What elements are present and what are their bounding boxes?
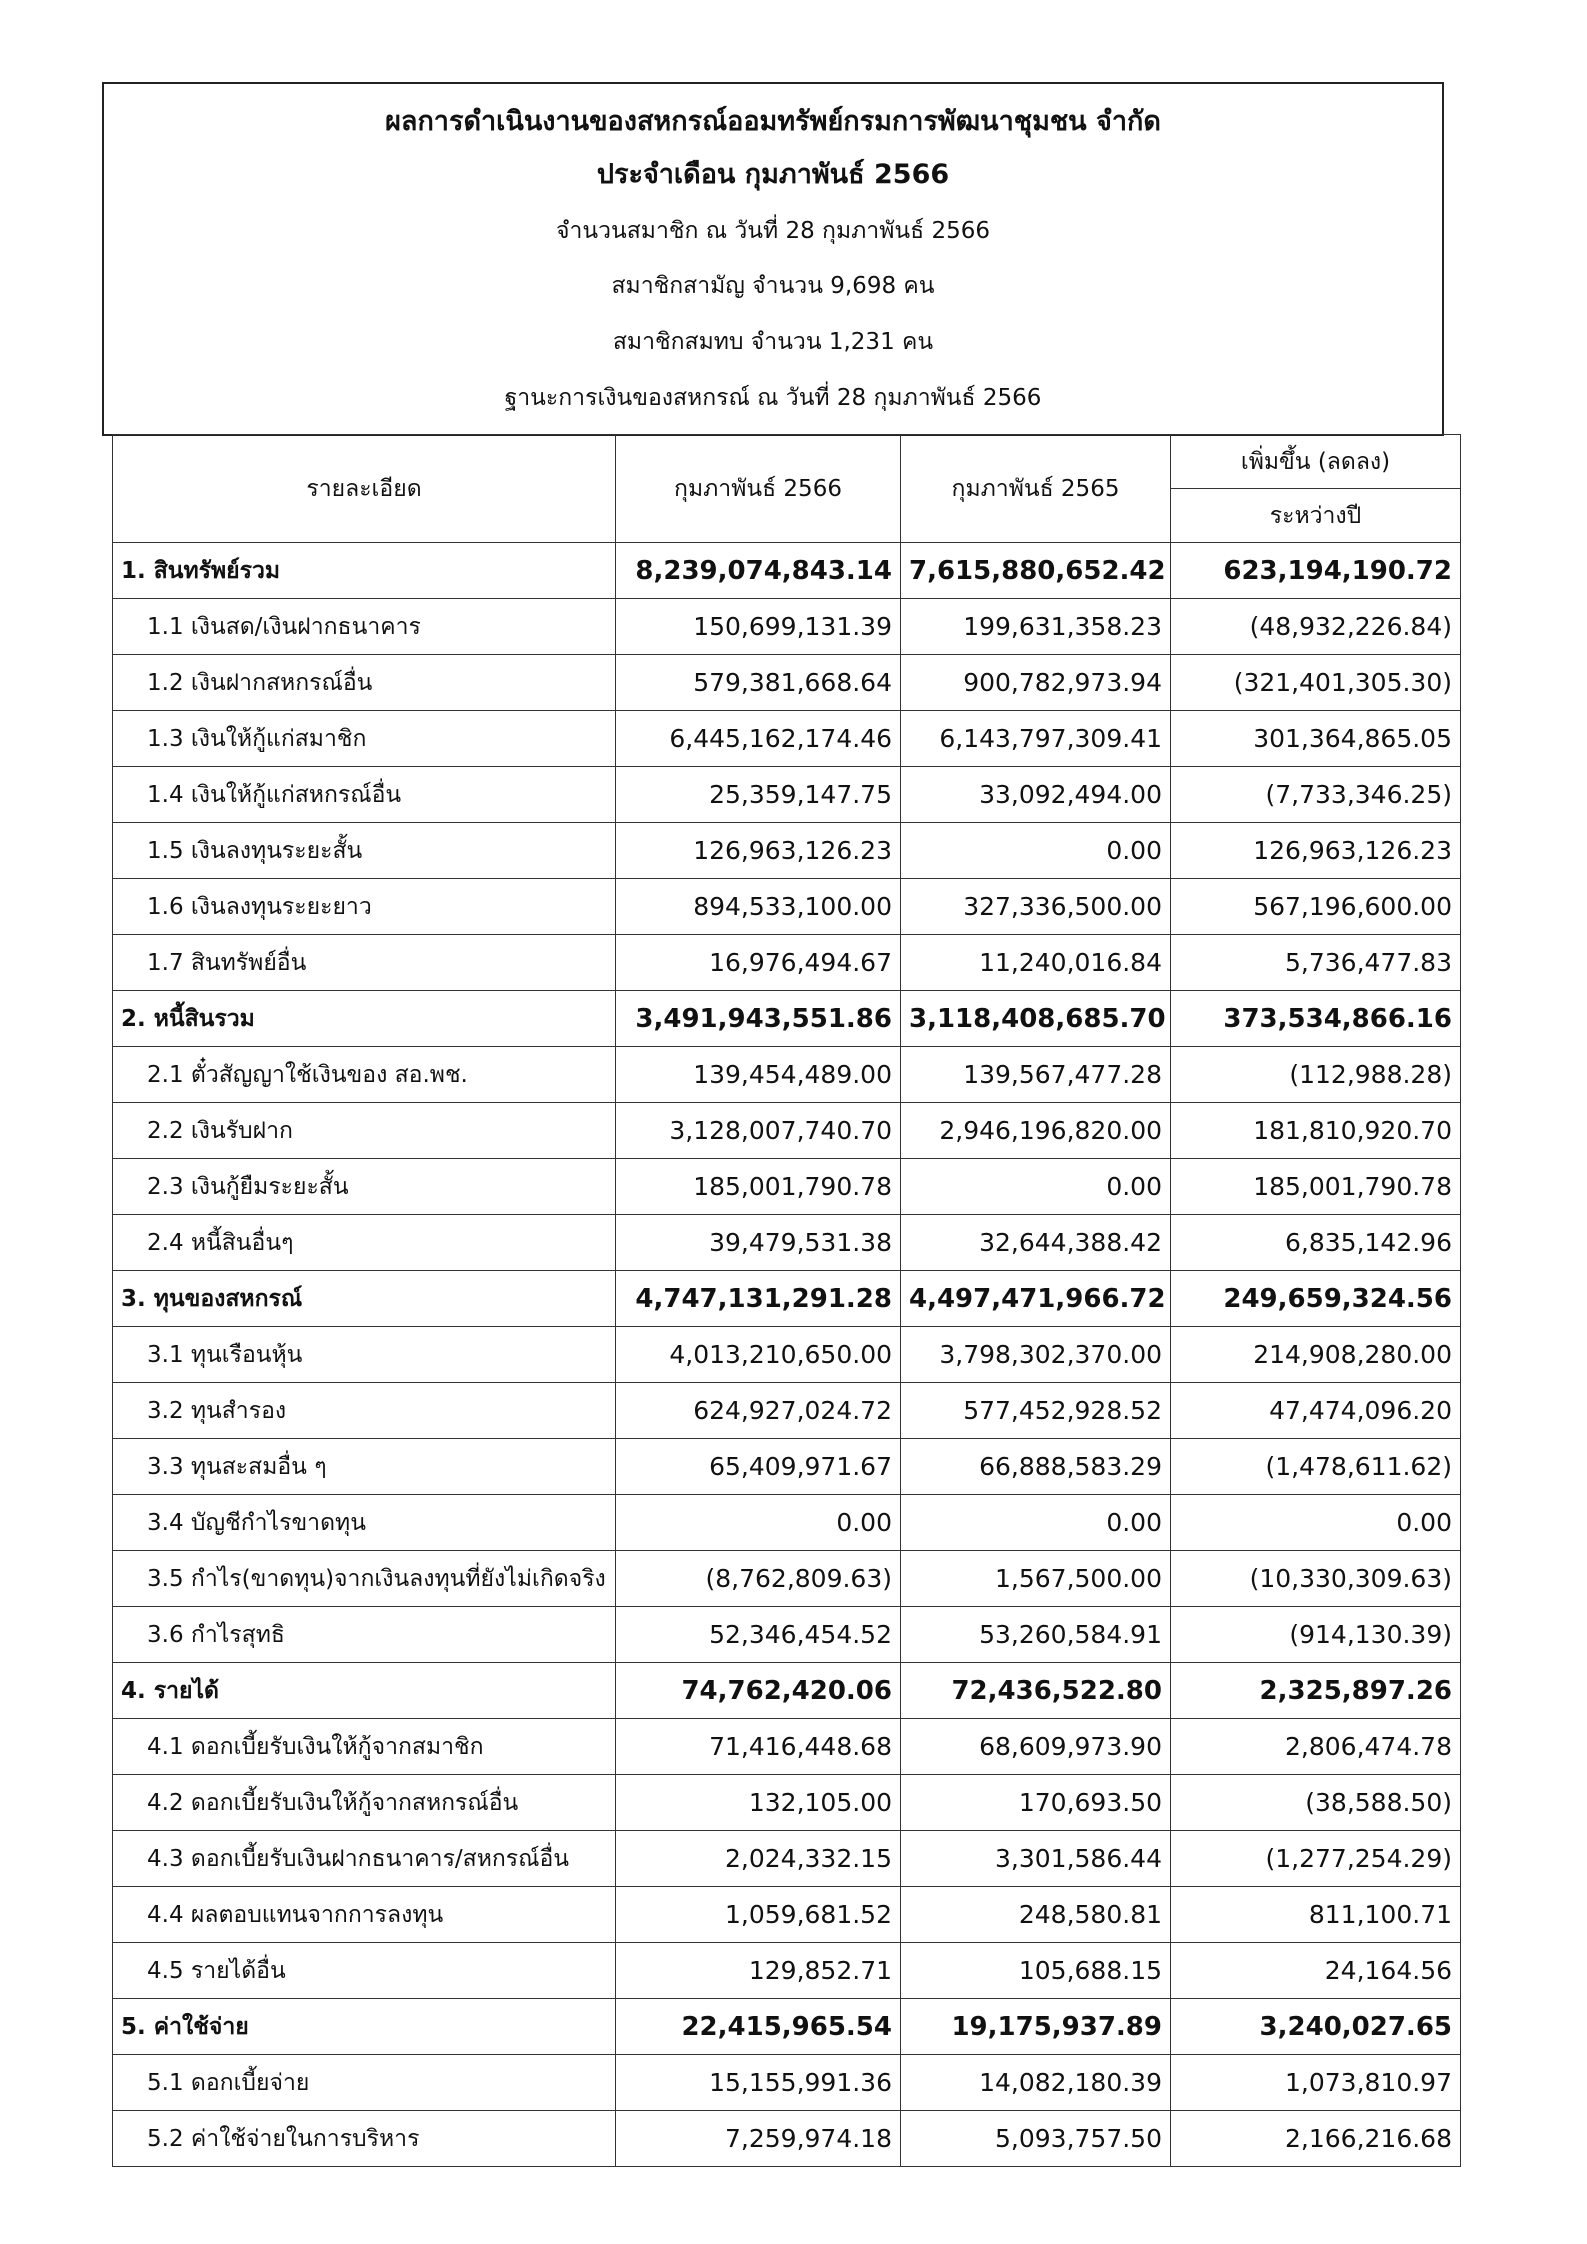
value-previous: 577,452,928.52: [901, 1383, 1171, 1439]
row-label: 1.6 เงินลงทุนระยะยาว: [113, 879, 616, 935]
value-previous: 139,567,477.28: [901, 1047, 1171, 1103]
row-label: 3.3 ทุนสะสมอื่น ๆ: [113, 1439, 616, 1495]
value-previous: 19,175,937.89: [901, 1999, 1171, 2055]
financial-status-date: ฐานะการเงินของสหกรณ์ ณ วันที่ 28 กุมภาพันธ์ 2566: [504, 385, 1042, 411]
row-label: 1.1 เงินสด/เงินฝากธนาคาร: [113, 599, 616, 655]
report-title: ผลการดำเนินงานของสหกรณ์ออมทรัพย์กรมการพัฒนาชุมชน จำกัด: [385, 106, 1161, 137]
value-previous: 900,782,973.94: [901, 655, 1171, 711]
value-current: 65,409,971.67: [616, 1439, 901, 1495]
report-period: ประจำเดือน กุมภาพันธ์ 2566: [596, 159, 950, 190]
value-previous: 3,118,408,685.70: [901, 991, 1171, 1047]
value-change: 181,810,920.70: [1171, 1103, 1461, 1159]
value-change: 301,364,865.05: [1171, 711, 1461, 767]
value-current: 129,852.71: [616, 1943, 901, 1999]
value-previous: 53,260,584.91: [901, 1607, 1171, 1663]
table-row: [113, 935, 1461, 991]
row-label: 4. รายได้: [113, 1663, 616, 1719]
row-label: 2.2 เงินรับฝาก: [113, 1103, 616, 1159]
value-change: 2,325,897.26: [1171, 1663, 1461, 1719]
row-label: 3.1 ทุนเรือนหุ้น: [113, 1327, 616, 1383]
row-label: 4.2 ดอกเบี้ยรับเงินให้กู้จากสหกรณ์อื่น: [113, 1775, 616, 1831]
value-current: 139,454,489.00: [616, 1047, 901, 1103]
value-previous: 6,143,797,309.41: [901, 711, 1171, 767]
table-row: [113, 1103, 1461, 1159]
associate-members: สมาชิกสมทบ จำนวน 1,231 คน: [612, 329, 934, 355]
value-previous: 248,580.81: [901, 1887, 1171, 1943]
value-current: 6,445,162,174.46: [616, 711, 901, 767]
table-row: [113, 1943, 1461, 1999]
value-change: (321,401,305.30): [1171, 655, 1461, 711]
value-previous: 5,093,757.50: [901, 2111, 1171, 2167]
table-row: [113, 711, 1461, 767]
row-label: 4.5 รายได้อื่น: [113, 1943, 616, 1999]
row-label: 1.4 เงินให้กู้แก่สหกรณ์อื่น: [113, 767, 616, 823]
value-current: 7,259,974.18: [616, 2111, 901, 2167]
value-current: 25,359,147.75: [616, 767, 901, 823]
value-change: 214,908,280.00: [1171, 1327, 1461, 1383]
value-current: 624,927,024.72: [616, 1383, 901, 1439]
value-current: 4,013,210,650.00: [616, 1327, 901, 1383]
value-change: (38,588.50): [1171, 1775, 1461, 1831]
value-current: 3,128,007,740.70: [616, 1103, 901, 1159]
value-change: (7,733,346.25): [1171, 767, 1461, 823]
table-row: [113, 1159, 1461, 1215]
row-label: 5.1 ดอกเบี้ยจ่าย: [113, 2055, 616, 2111]
value-current: 52,346,454.52: [616, 1607, 901, 1663]
table-row: [113, 2111, 1461, 2167]
value-change: 47,474,096.20: [1171, 1383, 1461, 1439]
value-change: (112,988.28): [1171, 1047, 1461, 1103]
value-current: 2,024,332.15: [616, 1831, 901, 1887]
row-label: 3.2 ทุนสำรอง: [113, 1383, 616, 1439]
value-change: 567,196,600.00: [1171, 879, 1461, 935]
table-row: [113, 1607, 1461, 1663]
value-change: 185,001,790.78: [1171, 1159, 1461, 1215]
value-change: 6,835,142.96: [1171, 1215, 1461, 1271]
table-row: [113, 599, 1461, 655]
table-row: [113, 1495, 1461, 1551]
table-row: [113, 879, 1461, 935]
value-current: 185,001,790.78: [616, 1159, 901, 1215]
value-change: (914,130.39): [1171, 1607, 1461, 1663]
row-label: 5. ค่าใช้จ่าย: [113, 1999, 616, 2055]
value-change: 2,166,216.68: [1171, 2111, 1461, 2167]
value-change: 24,164.56: [1171, 1943, 1461, 1999]
table-row-section: [113, 1271, 1461, 1327]
value-previous: 66,888,583.29: [901, 1439, 1171, 1495]
value-previous: 33,092,494.00: [901, 767, 1171, 823]
value-current: 150,699,131.39: [616, 599, 901, 655]
value-change: 623,194,190.72: [1171, 543, 1461, 599]
header-previous-period: กุมภาพันธ์ 2565: [901, 435, 1171, 543]
value-change: 373,534,866.16: [1171, 991, 1461, 1047]
value-current: 74,762,420.06: [616, 1663, 901, 1719]
value-current: 3,491,943,551.86: [616, 991, 901, 1047]
value-previous: 3,301,586.44: [901, 1831, 1171, 1887]
value-previous: 0.00: [901, 823, 1171, 879]
value-change: 5,736,477.83: [1171, 935, 1461, 991]
table-row-section: [113, 1999, 1461, 2055]
value-previous: 32,644,388.42: [901, 1215, 1171, 1271]
ordinary-members: สมาชิกสามัญ จำนวน 9,698 คน: [611, 273, 935, 299]
row-label: 3.6 กำไรสุทธิ: [113, 1607, 616, 1663]
row-label: 1.2 เงินฝากสหกรณ์อื่น: [113, 655, 616, 711]
table-row: [113, 1383, 1461, 1439]
value-current: 894,533,100.00: [616, 879, 901, 935]
row-label: 3.5 กำไร(ขาดทุน)จากเงินลงทุนที่ยังไม่เกิดจริง: [113, 1551, 616, 1607]
row-label: 1.7 สินทรัพย์อื่น: [113, 935, 616, 991]
value-previous: 199,631,358.23: [901, 599, 1171, 655]
value-previous: 72,436,522.80: [901, 1663, 1171, 1719]
table-row: [113, 1439, 1461, 1495]
value-current: 126,963,126.23: [616, 823, 901, 879]
value-previous: 3,798,302,370.00: [901, 1327, 1171, 1383]
value-change: 1,073,810.97: [1171, 2055, 1461, 2111]
table-row: [113, 767, 1461, 823]
value-current: 1,059,681.52: [616, 1887, 901, 1943]
value-current: 579,381,668.64: [616, 655, 901, 711]
value-current: 71,416,448.68: [616, 1719, 901, 1775]
table-row: [113, 2055, 1461, 2111]
table-row: [113, 1215, 1461, 1271]
row-label: 2.3 เงินกู้ยืมระยะสั้น: [113, 1159, 616, 1215]
value-change: 811,100.71: [1171, 1887, 1461, 1943]
value-current: 0.00: [616, 1495, 901, 1551]
value-current: 15,155,991.36: [616, 2055, 901, 2111]
row-label: 3. ทุนของสหกรณ์: [113, 1271, 616, 1327]
value-previous: 327,336,500.00: [901, 879, 1171, 935]
table-row-section: [113, 991, 1461, 1047]
value-current: 4,747,131,291.28: [616, 1271, 901, 1327]
header-change-sub: ระหว่างปี: [1171, 489, 1461, 543]
value-previous: 14,082,180.39: [901, 2055, 1171, 2111]
header-detail: รายละเอียด: [113, 435, 616, 543]
value-current: 16,976,494.67: [616, 935, 901, 991]
table-row: [113, 655, 1461, 711]
value-previous: 0.00: [901, 1495, 1171, 1551]
value-previous: 1,567,500.00: [901, 1551, 1171, 1607]
header-change: เพิ่มขึ้น (ลดลง): [1171, 435, 1461, 489]
value-change: (1,277,254.29): [1171, 1831, 1461, 1887]
row-label: 3.4 บัญชีกำไรขาดทุน: [113, 1495, 616, 1551]
row-label: 1.3 เงินให้กู้แก่สมาชิก: [113, 711, 616, 767]
table-row-section: [113, 543, 1461, 599]
value-change: (48,932,226.84): [1171, 599, 1461, 655]
value-change: 249,659,324.56: [1171, 1271, 1461, 1327]
table-row: [113, 1719, 1461, 1775]
table-row: [113, 1831, 1461, 1887]
value-previous: 105,688.15: [901, 1943, 1171, 1999]
value-previous: 2,946,196,820.00: [901, 1103, 1171, 1159]
value-change: 3,240,027.65: [1171, 1999, 1461, 2055]
value-change: 2,806,474.78: [1171, 1719, 1461, 1775]
members-date: จำนวนสมาชิก ณ วันที่ 28 กุมภาพันธ์ 2566: [556, 218, 990, 244]
financial-table: [112, 434, 1461, 2167]
value-current: 22,415,965.54: [616, 1999, 901, 2055]
table-row: [113, 1887, 1461, 1943]
value-previous: 4,497,471,966.72: [901, 1271, 1171, 1327]
row-label: 2. หนี้สินรวม: [113, 991, 616, 1047]
value-previous: 11,240,016.84: [901, 935, 1171, 991]
value-previous: 0.00: [901, 1159, 1171, 1215]
row-label: 5.2 ค่าใช้จ่ายในการบริหาร: [113, 2111, 616, 2167]
row-label: 2.1 ตั๋วสัญญาใช้เงินของ สอ.พช.: [113, 1047, 616, 1103]
value-change: (1,478,611.62): [1171, 1439, 1461, 1495]
value-previous: 68,609,973.90: [901, 1719, 1171, 1775]
row-label: 4.1 ดอกเบี้ยรับเงินให้กู้จากสมาชิก: [113, 1719, 616, 1775]
table-row: [113, 1327, 1461, 1383]
value-current: (8,762,809.63): [616, 1551, 901, 1607]
table-row: [113, 1047, 1461, 1103]
value-previous: 7,615,880,652.42: [901, 543, 1171, 599]
value-change: (10,330,309.63): [1171, 1551, 1461, 1607]
value-previous: 170,693.50: [901, 1775, 1171, 1831]
row-label: 1. สินทรัพย์รวม: [113, 543, 616, 599]
value-current: 39,479,531.38: [616, 1215, 901, 1271]
report-header: [102, 82, 1444, 436]
row-label: 1.5 เงินลงทุนระยะสั้น: [113, 823, 616, 879]
row-label: 4.3 ดอกเบี้ยรับเงินฝากธนาคาร/สหกรณ์อื่น: [113, 1831, 616, 1887]
table-row: [113, 1775, 1461, 1831]
table-row: [113, 823, 1461, 879]
row-label: 4.4 ผลตอบแทนจากการลงทุน: [113, 1887, 616, 1943]
header-current-period: กุมภาพันธ์ 2566: [616, 435, 901, 543]
value-change: 0.00: [1171, 1495, 1461, 1551]
value-current: 8,239,074,843.14: [616, 543, 901, 599]
table-row-section: [113, 1663, 1461, 1719]
value-change: 126,963,126.23: [1171, 823, 1461, 879]
row-label: 2.4 หนี้สินอื่นๆ: [113, 1215, 616, 1271]
value-current: 132,105.00: [616, 1775, 901, 1831]
table-row: [113, 1551, 1461, 1607]
